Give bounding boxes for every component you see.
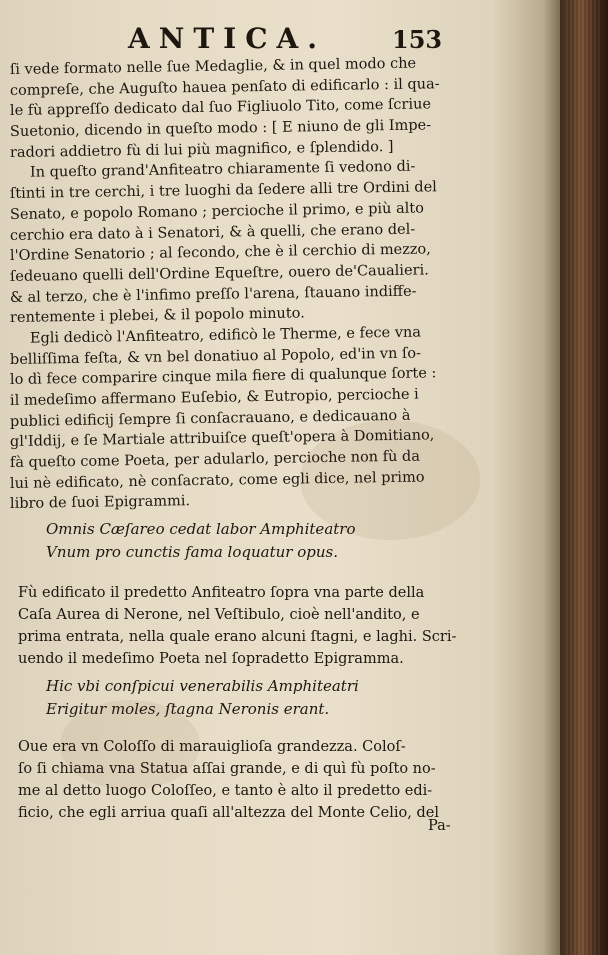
- text-line: prima entrata, nella quale erano alcuni ſtagni, e laghi. Scri-: [18, 629, 457, 645]
- text-line: rentemente i plebei, & il popolo minuto.: [9, 305, 305, 327]
- text-line: Caſa Aurea di Nerone, nel Veſtibulo, cioè nell'andito, e: [18, 607, 420, 623]
- text-line: ſtinti in tre cerchi, i tre luoghi da ſedere alli tre Ordini del: [9, 179, 437, 203]
- epigram-quote: [46, 675, 466, 721]
- verse-line: Vnum pro cunctis fama loquatur opus.: [46, 543, 338, 561]
- text-line: publici edificij ſempre ſi conſacrauano, e dedicauano à: [9, 407, 411, 430]
- text-line: il medeſimo affermano Euſebio, & Eutropio, percioche i: [9, 386, 419, 409]
- text-line: In queſto grand'Anfiteatro chiaramente ſi vedono di-: [29, 159, 416, 182]
- text-line: Egli dedicò l'Anfiteatro, edificò le Therme, e fece vna: [29, 324, 422, 347]
- text-line: Suetonio, dicendo in queſto modo : [ E niuno de gli Impe-: [9, 117, 432, 141]
- page-number: 153: [392, 25, 443, 54]
- text-line: compreſe, che Auguſto haueа penſato di edificarlo : il qua-: [9, 75, 440, 99]
- verse-line: Erigitur moles, ſtagna Neronis erant.: [46, 700, 330, 718]
- text-line: uendo il medeſimo Poeta nel ſopradetto Epigramma.: [18, 651, 404, 667]
- text-line: ficio, che egli arriua quaſi all'altezza del Monte Celio, del: [18, 805, 439, 821]
- text-line: ſo ſi chiama vna Statua aſſai grande, e di quì fù poſto no-: [18, 761, 436, 777]
- running-title: ANTICA.: [128, 22, 327, 55]
- text-line: lui nè edificato, nè conſacrato, come egli dice, nel primo: [9, 469, 425, 492]
- text-line: lo dì fece comparire cinque mila fiere di qualunque ſorte :: [9, 365, 437, 389]
- text-line: radori addietro fù di lui più magnifico, e ſplendido. ]: [9, 138, 394, 161]
- text-line: fà queſto come Poeta, per adularlo, percioche non fù da: [9, 448, 421, 472]
- paragraph: [18, 736, 488, 824]
- verse-line: Omnis Cæſareo cedat labor Amphiteatro: [46, 520, 356, 538]
- text-line: belliſſima feſta, & vn bel donatiuo al Popolo, ed'in vn ſo-: [9, 345, 422, 368]
- text-line: libro de ſuoi Epigrammi.: [9, 493, 191, 513]
- book-binding-edge: [560, 0, 608, 955]
- text-line: l'Ordine Senatorio ; al ſecondo, che è il cerchio di mezzo,: [9, 241, 431, 265]
- catchword: Pa-: [428, 818, 451, 834]
- text-line: ſedeuano quelli dell'Ordine Equeſtre, ouero de'Caualieri.: [9, 262, 429, 285]
- text-line: & al terzo, che è l'infimo preſſo l'arena, ſtauano indiffe-: [9, 283, 417, 306]
- verse-line: Hic vbi conſpicui venerabilis Amphiteatri: [46, 677, 359, 695]
- text-line: gl'Iddij, e ſe Martiale attribuiſce queſt'opera à Domitiano,: [9, 427, 435, 451]
- text-line: Senato, e popolo Romano ; percioche il primo, e più alto: [9, 200, 425, 223]
- main-text: [9, 55, 480, 515]
- text-line: ſi vede formato nelle ſue Medaglie, & in quel modo che: [9, 55, 417, 78]
- text-line: Oue era vn Coloſſo di marauiglioſa grandezza. Coloſ-: [18, 739, 406, 755]
- paragraph: [18, 582, 480, 670]
- text-line: cerchio era dato à i Senatori, & à quelli, che erano del-: [9, 221, 416, 244]
- text-line: me al detto luogo Coloſſeo, e tanto è alto il predetto edi-: [18, 783, 433, 799]
- epigram-quote: [46, 518, 466, 564]
- text-line: le fù appreſſo dedicato dal ſuo Figliuolo Tito, come ſcriue: [9, 96, 432, 120]
- text-line: Fù edificato il predetto Anfiteatro ſopra vna parte della: [18, 585, 425, 601]
